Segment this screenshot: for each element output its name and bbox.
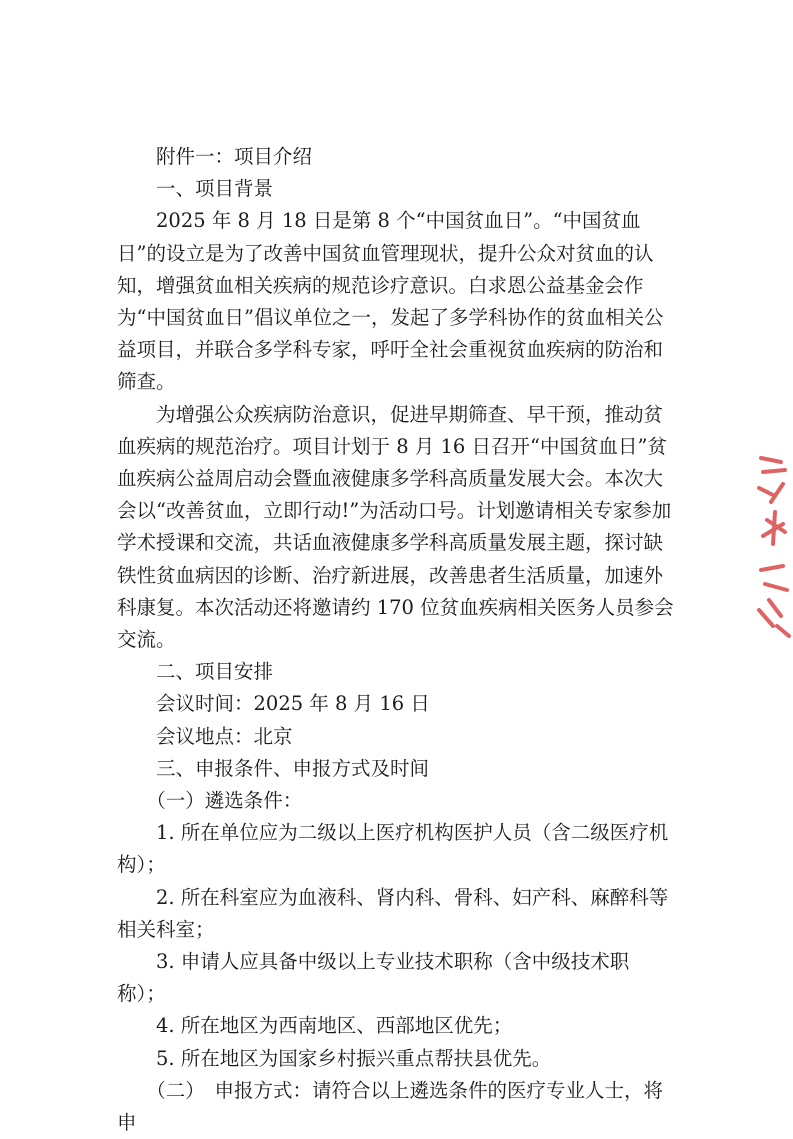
section-heading-arrangement: 二、项目安排 <box>156 660 274 684</box>
meeting-time: 会议时间：2025 年 8 月 16 日 <box>156 692 430 716</box>
red-seal-stamp <box>723 440 793 650</box>
criteria-item: 2. 所在科室应为血液科、肾内科、骨科、妇产科、麻醉科等相关科室； <box>117 885 669 941</box>
attachment-title: 附件一：项目介绍 <box>156 145 313 168</box>
section-heading-background: 一、项目背景 <box>156 177 274 201</box>
criteria-item: 5. 所在地区为国家乡村振兴重点帮扶县优先。 <box>156 1046 552 1070</box>
section-heading-application: 三、申报条件、申报方式及时间 <box>156 756 430 780</box>
meeting-place: 会议地点：北京 <box>156 724 293 748</box>
paragraph-background: 2025 年 8 月 18 日是第 8 个“中国贫血日”。“中国贫血日”的设立是为了改善中国贫血管理现状，提升公众对贫血的认知，增强贫血相关疾病的规范诊疗意识。白求恩公益基金会作为“中国贫血日”倡议单位之一，发起了多学科协作的贫血相关公益项目，并联合多学科专家，呼吁全社会重视贫血疾病的防治和筛查。 <box>117 209 664 394</box>
document-body <box>117 141 677 1139</box>
subsection-heading-criteria: （一）遴选条件： <box>146 789 303 813</box>
criteria-item: 4. 所在地区为西南地区、西部地区优先； <box>156 1014 513 1038</box>
criteria-item: 1. 所在单位应为二级以上医疗机构医护人员（含二级医疗机构）； <box>117 821 669 877</box>
paragraph-plan: 为增强公众疾病防治意识，促进早期筛查、早干预，推动贫血疾病的规范治疗。项目计划于 8 月 16 日召开“中国贫血日”贫血疾病公益周启动会暨血液健康多学科高质量发展大会。本次大会以“改善贫血，立即行动!”为活动口号。计划邀请相关专家参加学术授课和交流，共话血液健康多学科高质量发展主题，探讨缺铁性贫血病因的诊断、治疗新进展，改善患者生活质量，加速外科康复。本次活动还将邀请约 170 位贫血疾病相关医务人员参会交流。 <box>117 402 674 652</box>
subsection-application-method: （二） 申报方式：请符合以上遴选条件的医疗专业人士，将申 <box>117 1078 664 1135</box>
criteria-item: 3. 申请人应具备中级以上专业技术职称（含中级技术职称）； <box>117 950 630 1006</box>
